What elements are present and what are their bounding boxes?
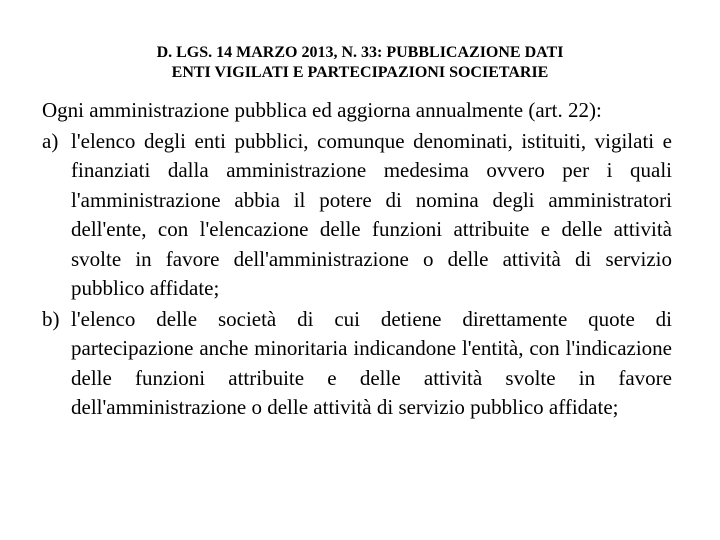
intro-paragraph: Ogni amministrazione pubblica ed aggiorna annualmente (art. 22):: [42, 98, 602, 122]
list-item-a: [42, 127, 672, 304]
slide-body: [42, 96, 672, 424]
list-item-b: [42, 305, 672, 423]
list-item-label: a): [42, 128, 59, 153]
list-item-text: l'elenco degli enti pubblici, comunque denominati, istituiti, vigilati e finanziati dalla amministrazione medesima ovvero per i quali l'amministrazione abbia il potere di nomina degli amministratori dell'ente, con l'elencazione delle funzioni attribuite e delle attività svolte in favore dell'amministrazione o delle attività di servizio pubblico affidate;: [71, 128, 672, 300]
title-line-1: D. LGS. 14 MARZO 2013, N. 33: PUBBLICAZIONE DATI: [156, 44, 564, 61]
title-line-2: ENTI VIGILATI E PARTECIPAZIONI SOCIETARIE: [171, 64, 549, 81]
list-item-label: b): [42, 306, 60, 331]
slide-title: [0, 43, 720, 83]
list-item-text: l'elenco delle società di cui detiene direttamente quote di partecipazione anche minoritaria indicandone l'entità, con l'indicazione delle funzioni attribuite e delle attività svolte in favore dell'amministrazione o delle attività di servizio pubblico affidate;: [71, 306, 672, 419]
